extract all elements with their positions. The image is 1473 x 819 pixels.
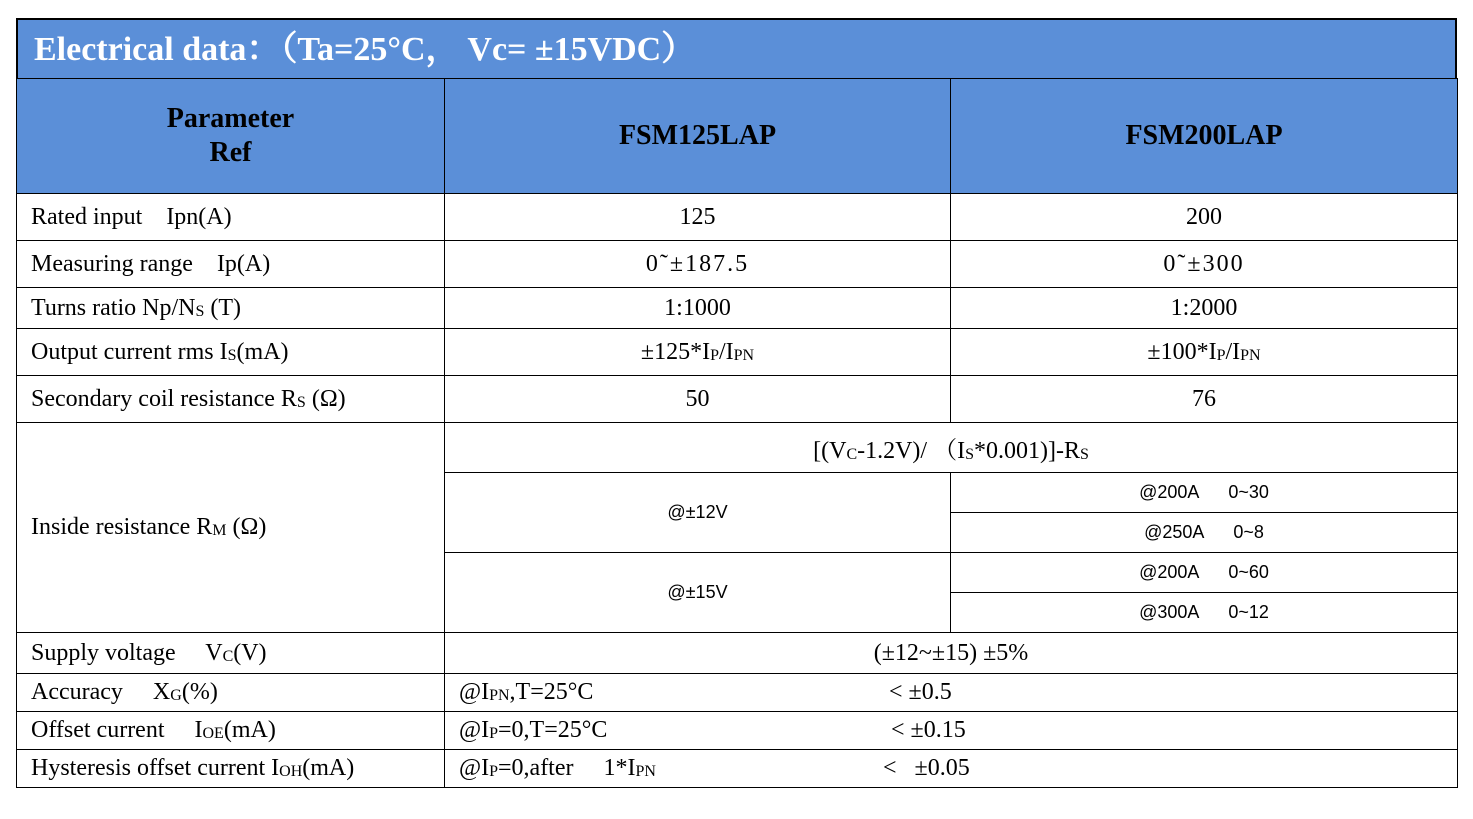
inside-resistance-label	[17, 423, 445, 633]
inside-15v-range-a: @200A 0~60	[951, 553, 1458, 593]
offset-condition	[445, 717, 859, 744]
inside-15v-range-b: @300A 0~12	[951, 593, 1458, 633]
row-accuracy	[17, 674, 1458, 712]
accuracy-cond-sub: PN	[489, 687, 510, 704]
inside-resistance-formula	[445, 423, 1458, 473]
turns-ratio-label	[17, 288, 445, 329]
row-supply-voltage	[17, 633, 1458, 674]
hysteresis-value: < ±0.05	[883, 755, 970, 781]
offset-cond-a: @I	[459, 717, 490, 743]
supply-voltage-label	[17, 633, 445, 674]
turns-ratio-fsm200: 1:2000	[951, 288, 1458, 329]
formula-sub3: S	[1079, 446, 1089, 463]
offset-current-label	[17, 712, 445, 750]
output-fsm200-sub1: P	[1216, 346, 1226, 364]
rated-input-label: Rated input Ipn(A)	[17, 194, 445, 241]
row-offset-current	[17, 712, 1458, 750]
output-current-sub: S	[227, 346, 237, 364]
measuring-range-fsm200: 0˜±300	[951, 241, 1458, 288]
output-fsm125-sub2: PN	[733, 346, 755, 364]
header-parameter: Parameter	[166, 103, 295, 134]
offset-cond-sub: P	[489, 725, 498, 742]
output-current-fsm200	[951, 329, 1458, 376]
offset-value-cell	[445, 712, 1458, 750]
offset-current-sub: OE	[202, 725, 224, 742]
turns-ratio-text: Turns ratio Np/N	[31, 294, 196, 321]
header-ref: Ref	[209, 137, 252, 168]
header-fsm200lap: FSM200LAP	[951, 79, 1458, 194]
inside-12v-range-a: @200A 0~30	[951, 473, 1458, 513]
inside-resistance-unit: (Ω)	[226, 514, 267, 540]
electrical-data-table	[16, 78, 1458, 788]
output-current-label	[17, 329, 445, 376]
secondary-coil-unit: (Ω)	[305, 385, 346, 412]
inside-12v-label: @±12V	[445, 473, 951, 553]
header-row	[17, 79, 1458, 194]
header-parameter-ref	[17, 79, 445, 194]
hysteresis-condition	[445, 755, 859, 782]
formula-sub2: S	[965, 446, 974, 463]
accuracy-text: Accuracy X	[31, 679, 171, 705]
output-fsm125-a: ±125*I	[640, 338, 711, 365]
output-current-fsm125	[445, 329, 951, 376]
hysteresis-offset-unit: (mA)	[302, 755, 355, 781]
accuracy-value: < ±0.5	[889, 679, 952, 705]
rated-input-fsm125: 125	[445, 194, 951, 241]
accuracy-label	[17, 674, 445, 712]
secondary-coil-sub: S	[296, 393, 306, 411]
hysteresis-value-cell	[445, 750, 1458, 788]
row-output-current	[17, 329, 1458, 376]
accuracy-cond-b: ,T=25°C	[509, 679, 594, 705]
row-rated-input	[17, 194, 1458, 241]
hysteresis-offset-label	[17, 750, 445, 788]
measuring-range-fsm125: 0˜±187.5	[445, 241, 951, 288]
formula-a: [(V	[813, 438, 847, 464]
hysteresis-offset-text: Hysteresis offset current I	[31, 755, 280, 781]
formula-c: *0.001)]-R	[974, 438, 1080, 464]
supply-voltage-text: Supply voltage V	[31, 639, 223, 666]
hysteresis-cond-sub2: PN	[635, 763, 656, 780]
row-measuring-range	[17, 241, 1458, 288]
output-fsm200-b: /I	[1225, 338, 1241, 365]
header-fsm125lap: FSM125LAP	[445, 79, 951, 194]
formula-sub1: C	[846, 446, 858, 463]
accuracy-condition	[445, 679, 859, 706]
measuring-range-label: Measuring range Ip(A)	[17, 241, 445, 288]
output-fsm125-b: /I	[718, 338, 734, 365]
secondary-coil-fsm200: 76	[951, 376, 1458, 423]
accuracy-cond-a: @I	[459, 679, 490, 705]
inside-12v-range-b: @250A 0~8	[951, 513, 1458, 553]
hysteresis-offset-sub: OH	[279, 763, 303, 780]
row-turns-ratio	[17, 288, 1458, 329]
offset-cond-b: =0,T=25°C	[498, 717, 608, 743]
rated-input-fsm200: 200	[951, 194, 1458, 241]
inside-resistance-text: Inside resistance R	[31, 514, 213, 540]
output-current-text: Output current rms I	[31, 338, 228, 365]
output-fsm125-sub1: P	[710, 346, 719, 364]
row-hysteresis-offset	[17, 750, 1458, 788]
table-title: Electrical data：（Ta=25°C， Vc= ±15VDC）	[16, 18, 1457, 78]
secondary-coil-label	[17, 376, 445, 423]
secondary-coil-text: Secondary coil resistance R	[31, 385, 297, 412]
turns-ratio-unit: (T)	[204, 294, 242, 321]
output-current-unit: (mA)	[236, 338, 289, 365]
accuracy-sub: G	[170, 687, 182, 704]
formula-b: -1.2V)/ （I	[857, 438, 966, 464]
accuracy-unit: (%)	[181, 679, 218, 705]
hysteresis-cond-a: @I	[459, 755, 490, 781]
row-inside-resistance-formula	[17, 423, 1458, 473]
offset-current-unit: (mA)	[223, 717, 276, 743]
hysteresis-cond-b: =0,after 1*I	[498, 755, 636, 781]
inside-15v-label: @±15V	[445, 553, 951, 633]
inside-resistance-sub: M	[212, 522, 227, 539]
offset-value: < ±0.15	[891, 717, 966, 743]
supply-voltage-sub: C	[222, 647, 234, 665]
row-secondary-coil	[17, 376, 1458, 423]
output-fsm200-a: ±100*I	[1147, 338, 1217, 365]
secondary-coil-fsm125: 50	[445, 376, 951, 423]
supply-voltage-unit: (V)	[233, 639, 267, 666]
offset-current-text: Offset current I	[31, 717, 203, 743]
accuracy-value-cell	[445, 674, 1458, 712]
electrical-data-table-container	[16, 18, 1457, 788]
turns-ratio-fsm125: 1:1000	[445, 288, 951, 329]
turns-ratio-sub: S	[195, 302, 205, 320]
hysteresis-cond-sub: P	[489, 763, 498, 780]
supply-voltage-value: (±12~±15) ±5%	[445, 633, 1458, 674]
output-fsm200-sub2: PN	[1240, 346, 1261, 364]
